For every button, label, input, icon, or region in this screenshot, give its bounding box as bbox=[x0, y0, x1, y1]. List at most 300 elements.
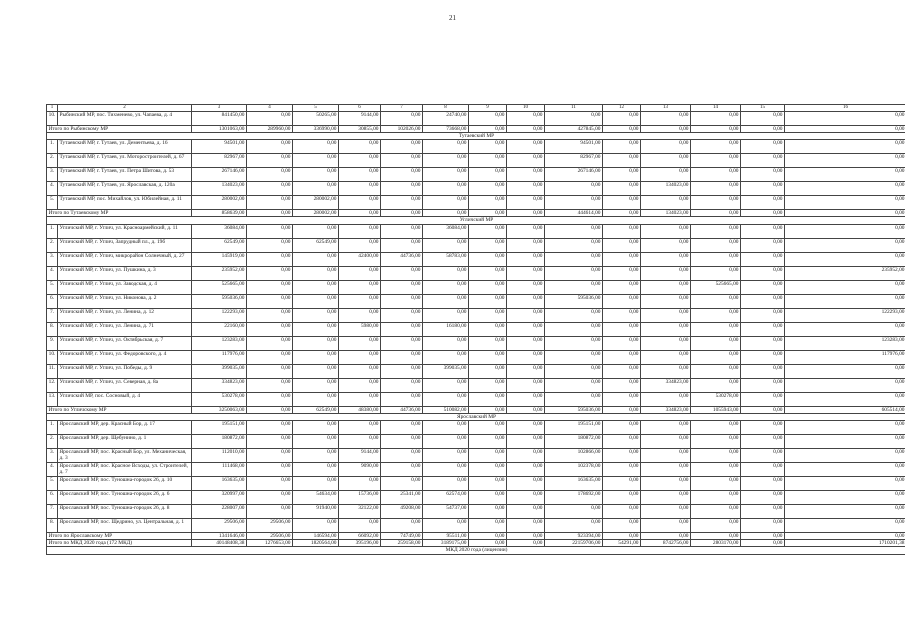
total-value-cell: 0,00 bbox=[785, 532, 905, 539]
cost-value-cell: 0,00 bbox=[641, 350, 691, 364]
cost-value-cell: 0,00 bbox=[247, 238, 293, 252]
cost-value-cell: 0,00 bbox=[741, 448, 785, 462]
cost-value-cell: 0,00 bbox=[603, 448, 641, 462]
cost-value-cell: 0,00 bbox=[641, 111, 691, 125]
cost-value-cell: 134023,00 bbox=[192, 182, 247, 196]
total-row bbox=[47, 540, 905, 547]
cost-value-cell: 0,00 bbox=[247, 420, 293, 434]
building-row bbox=[47, 182, 905, 196]
cost-value-cell: 0,00 bbox=[293, 518, 339, 532]
cost-value-cell: 42400,00 bbox=[339, 252, 381, 266]
cost-value-cell: 0,00 bbox=[603, 392, 641, 406]
total-value-cell: 0,00 bbox=[603, 532, 641, 539]
cost-value-cell: 0,00 bbox=[381, 196, 423, 210]
total-value-cell: 334823,00 bbox=[641, 406, 691, 413]
total-label: Итого по Рыбинскому МР bbox=[47, 125, 192, 132]
cost-value-cell: 0,00 bbox=[247, 462, 293, 476]
cost-value-cell: 0,00 bbox=[507, 294, 545, 308]
cost-value-cell: 0,00 bbox=[339, 224, 381, 238]
cost-value-cell: 0,00 bbox=[603, 266, 641, 280]
cost-value-cell: 0,00 bbox=[293, 224, 339, 238]
cost-value-cell: 0,00 bbox=[691, 308, 741, 322]
cost-value-cell: 0,00 bbox=[785, 196, 905, 210]
cost-value-cell: 0,00 bbox=[293, 140, 339, 154]
building-row bbox=[47, 168, 905, 182]
total-value-cell: 0,00 bbox=[507, 125, 545, 132]
row-number: 11. bbox=[47, 364, 58, 378]
cost-value-cell: 0,00 bbox=[339, 434, 381, 448]
cost-value-cell: 0,00 bbox=[507, 490, 545, 504]
cost-value-cell: 0,00 bbox=[785, 420, 905, 434]
building-row bbox=[47, 336, 905, 350]
cost-value-cell: 0,00 bbox=[785, 168, 905, 182]
cost-value-cell: 0,00 bbox=[507, 448, 545, 462]
building-address: Тутаевский МР, г. Тутаев, ул. Ярославская, д. 120а bbox=[58, 182, 192, 196]
cost-value-cell: 0,00 bbox=[469, 252, 507, 266]
building-address: Угличский МР, г. Углич, ул. Пушкина, д. 3 bbox=[58, 266, 192, 280]
cost-value-cell: 0,00 bbox=[469, 336, 507, 350]
total-value-cell: 0,00 bbox=[507, 532, 545, 539]
cost-value-cell: 0,00 bbox=[507, 280, 545, 294]
column-number-cell: 4 bbox=[247, 105, 293, 112]
building-address: Тутаевский МР, г. Тутаев, ул. Петра Шитова, д. 53 bbox=[58, 168, 192, 182]
building-address: Ярославский МР, пос. Красное Всходы, ул. Строителей, д. 7 bbox=[58, 462, 192, 476]
cost-value-cell: 525665,00 bbox=[192, 280, 247, 294]
cost-value-cell: 0,00 bbox=[507, 392, 545, 406]
cost-value-cell: 62549,00 bbox=[192, 238, 247, 252]
total-value-cell: 0,00 bbox=[469, 125, 507, 132]
cost-value-cell: 0,00 bbox=[381, 518, 423, 532]
total-value-cell: 0,00 bbox=[507, 406, 545, 413]
cost-value-cell: 0,00 bbox=[507, 518, 545, 532]
cost-value-cell: 0,00 bbox=[741, 336, 785, 350]
cost-value-cell: 399035,00 bbox=[423, 364, 469, 378]
cost-value-cell: 0,00 bbox=[293, 252, 339, 266]
cost-value-cell: 9144,00 bbox=[339, 111, 381, 125]
cost-value-cell: 0,00 bbox=[247, 378, 293, 392]
cost-value-cell: 0,00 bbox=[247, 308, 293, 322]
row-number: 6. bbox=[47, 294, 58, 308]
cost-value-cell: 0,00 bbox=[469, 168, 507, 182]
cost-value-cell: 0,00 bbox=[469, 378, 507, 392]
cost-value-cell: 102866,00 bbox=[545, 448, 603, 462]
cost-value-cell: 0,00 bbox=[691, 252, 741, 266]
cost-value-cell: 145919,00 bbox=[192, 252, 247, 266]
cost-value-cell: 0,00 bbox=[339, 518, 381, 532]
cost-value-cell: 0,00 bbox=[641, 504, 691, 518]
cost-value-cell: 0,00 bbox=[545, 238, 603, 252]
total-value-cell: 102026,00 bbox=[381, 125, 423, 132]
total-value-cell: 0,00 bbox=[641, 532, 691, 539]
total-row bbox=[47, 532, 905, 539]
cost-value-cell: 0,00 bbox=[293, 168, 339, 182]
building-address: Угличский МР, г. Углич, ул. Ленина, д. 12 bbox=[58, 308, 192, 322]
building-row bbox=[47, 308, 905, 322]
row-number: 8. bbox=[47, 322, 58, 336]
cost-value-cell: 0,00 bbox=[339, 266, 381, 280]
cost-value-cell: 0,00 bbox=[603, 196, 641, 210]
cost-value-cell: 0,00 bbox=[381, 266, 423, 280]
cost-value-cell: 0,00 bbox=[247, 111, 293, 125]
total-value-cell: 44736,00 bbox=[381, 406, 423, 413]
building-row bbox=[47, 252, 905, 266]
cost-value-cell: 0,00 bbox=[545, 252, 603, 266]
cost-value-cell: 0,00 bbox=[339, 168, 381, 182]
cost-value-cell: 134023,00 bbox=[641, 182, 691, 196]
cost-value-cell: 0,00 bbox=[741, 322, 785, 336]
building-address: Угличский МР, г. Углич, ул. Никонова, д. 2 bbox=[58, 294, 192, 308]
cost-value-cell: 0,00 bbox=[381, 224, 423, 238]
cost-value-cell: 0,00 bbox=[545, 518, 603, 532]
building-row bbox=[47, 294, 905, 308]
total-value-cell: 30855,00 bbox=[339, 125, 381, 132]
total-value-cell: 1341646,00 bbox=[192, 532, 247, 539]
cost-value-cell: 267146,00 bbox=[192, 168, 247, 182]
cost-value-cell: 25341,00 bbox=[381, 490, 423, 504]
cost-value-cell: 0,00 bbox=[741, 111, 785, 125]
total-value-cell: 29506,00 bbox=[247, 532, 293, 539]
building-address: Тутаевский МР, пос. Михайлов, ул. Юбилейная, д. 11 bbox=[58, 196, 192, 210]
total-value-cell: 595036,00 bbox=[545, 406, 603, 413]
cost-value-cell: 0,00 bbox=[247, 448, 293, 462]
cost-value-cell: 0,00 bbox=[247, 490, 293, 504]
cost-value-cell: 22160,00 bbox=[192, 322, 247, 336]
row-number: 4. bbox=[47, 182, 58, 196]
cost-value-cell: 0,00 bbox=[469, 266, 507, 280]
building-address: Угличский МР, г. Углич, ул. Федоровского, д. 4 bbox=[58, 350, 192, 364]
total-value-cell: 0,00 bbox=[741, 532, 785, 539]
total-value-cell: 2803170,00 bbox=[691, 540, 741, 547]
cost-value-cell: 0,00 bbox=[545, 378, 603, 392]
cost-value-cell: 0,00 bbox=[785, 518, 905, 532]
cost-value-cell: 102378,00 bbox=[545, 462, 603, 476]
cost-value-cell: 0,00 bbox=[603, 294, 641, 308]
cost-value-cell: 0,00 bbox=[423, 154, 469, 168]
cost-value-cell: 0,00 bbox=[641, 462, 691, 476]
cost-value-cell: 0,00 bbox=[641, 196, 691, 210]
cost-value-cell: 0,00 bbox=[691, 182, 741, 196]
cost-value-cell: 0,00 bbox=[545, 196, 603, 210]
cost-value-cell: 0,00 bbox=[423, 182, 469, 196]
row-number: 5. bbox=[47, 280, 58, 294]
cost-value-cell: 0,00 bbox=[603, 238, 641, 252]
cost-value-cell: 0,00 bbox=[423, 378, 469, 392]
row-number: 3. bbox=[47, 168, 58, 182]
cost-value-cell: 0,00 bbox=[641, 238, 691, 252]
cost-value-cell: 0,00 bbox=[247, 294, 293, 308]
total-value-cell: 0,00 bbox=[247, 406, 293, 413]
total-value-cell: 54291,00 bbox=[603, 540, 641, 547]
building-address: Ярославский МР, пос. Щедрино, ул. Центральная, д. 1 bbox=[58, 518, 192, 532]
cost-value-cell: 595036,00 bbox=[545, 294, 603, 308]
row-number: 10. bbox=[47, 111, 58, 125]
cost-value-cell: 0,00 bbox=[423, 350, 469, 364]
cost-value-cell: 62549,00 bbox=[293, 238, 339, 252]
total-value-cell: 0,00 bbox=[641, 125, 691, 132]
district-section-row bbox=[47, 132, 905, 139]
cost-value-cell: 280002,00 bbox=[293, 196, 339, 210]
cost-value-cell: 0,00 bbox=[691, 364, 741, 378]
cost-value-cell: 0,00 bbox=[381, 154, 423, 168]
cost-value-cell: 0,00 bbox=[293, 154, 339, 168]
cost-value-cell: 5980,00 bbox=[339, 322, 381, 336]
building-row bbox=[47, 518, 905, 532]
cost-value-cell: 0,00 bbox=[545, 504, 603, 518]
total-value-cell: 0,00 bbox=[469, 540, 507, 547]
building-row bbox=[47, 490, 905, 504]
cost-value-cell: 0,00 bbox=[247, 392, 293, 406]
cost-value-cell: 0,00 bbox=[381, 434, 423, 448]
building-row bbox=[47, 420, 905, 434]
cost-value-cell: 0,00 bbox=[339, 336, 381, 350]
cost-value-cell: 0,00 bbox=[247, 504, 293, 518]
cost-value-cell: 0,00 bbox=[603, 504, 641, 518]
cost-value-cell: 0,00 bbox=[293, 420, 339, 434]
cost-value-cell: 0,00 bbox=[507, 238, 545, 252]
cost-value-cell: 0,00 bbox=[741, 266, 785, 280]
building-address: Угличский МР, г. Углич, ул. Заводская, д. 4 bbox=[58, 280, 192, 294]
cost-value-cell: 0,00 bbox=[247, 196, 293, 210]
cost-value-cell: 0,00 bbox=[339, 378, 381, 392]
cost-value-cell: 0,00 bbox=[603, 308, 641, 322]
cost-value-cell: 29506,00 bbox=[192, 518, 247, 532]
building-address: Угличский МР, г. Углич, ул. Октябрьская, д. 7 bbox=[58, 336, 192, 350]
building-address: Тутаевский МР, г. Тутаев, ул. Моторостроителей, д. 67 bbox=[58, 154, 192, 168]
total-row bbox=[47, 406, 905, 413]
total-value-cell: 1055943,00 bbox=[691, 406, 741, 413]
cost-value-cell: 0,00 bbox=[741, 182, 785, 196]
cost-value-cell: 0,00 bbox=[603, 518, 641, 532]
cost-value-cell: 0,00 bbox=[507, 434, 545, 448]
cost-value-cell: 0,00 bbox=[469, 504, 507, 518]
total-value-cell: 8742756,00 bbox=[641, 540, 691, 547]
cost-value-cell: 0,00 bbox=[641, 434, 691, 448]
cost-value-cell: 0,00 bbox=[381, 238, 423, 252]
cost-value-cell: 0,00 bbox=[469, 350, 507, 364]
cost-value-cell: 0,00 bbox=[507, 322, 545, 336]
building-address: Угличский МР, пос. Сосновый, д. 4 bbox=[58, 392, 192, 406]
capital-repair-table-container bbox=[46, 104, 905, 555]
cost-value-cell: 0,00 bbox=[423, 140, 469, 154]
cost-value-cell: 595036,00 bbox=[192, 294, 247, 308]
row-number: 12. bbox=[47, 378, 58, 392]
cost-value-cell: 0,00 bbox=[603, 182, 641, 196]
total-value-cell: 0,00 bbox=[741, 210, 785, 217]
cost-value-cell: 82967,00 bbox=[192, 154, 247, 168]
building-row bbox=[47, 111, 905, 125]
cost-value-cell: 0,00 bbox=[785, 490, 905, 504]
cost-value-cell: 0,00 bbox=[293, 448, 339, 462]
cost-value-cell: 0,00 bbox=[641, 420, 691, 434]
cost-value-cell: 163635,00 bbox=[192, 476, 247, 490]
cost-value-cell: 235952,00 bbox=[192, 266, 247, 280]
row-number: 5. bbox=[47, 476, 58, 490]
cost-value-cell: 0,00 bbox=[741, 392, 785, 406]
total-value-cell: 1276653,00 bbox=[247, 540, 293, 547]
total-value-cell: 0,00 bbox=[785, 125, 905, 132]
cost-value-cell: 50265,00 bbox=[293, 111, 339, 125]
cost-value-cell: 0,00 bbox=[507, 350, 545, 364]
cost-value-cell: 0,00 bbox=[741, 434, 785, 448]
cost-value-cell: 0,00 bbox=[381, 448, 423, 462]
cost-value-cell: 0,00 bbox=[741, 168, 785, 182]
cost-value-cell: 334823,00 bbox=[641, 378, 691, 392]
total-value-cell: 1710201,38 bbox=[785, 540, 905, 547]
cost-value-cell: 0,00 bbox=[507, 504, 545, 518]
cost-value-cell: 0,00 bbox=[641, 476, 691, 490]
cost-value-cell: 0,00 bbox=[603, 140, 641, 154]
cost-value-cell: 0,00 bbox=[785, 476, 905, 490]
cost-value-cell: 0,00 bbox=[741, 518, 785, 532]
cost-value-cell: 0,00 bbox=[293, 462, 339, 476]
cost-value-cell: 0,00 bbox=[641, 168, 691, 182]
cost-value-cell: 0,00 bbox=[641, 280, 691, 294]
cost-value-cell: 0,00 bbox=[469, 364, 507, 378]
cost-value-cell: 0,00 bbox=[641, 490, 691, 504]
total-label: Итого по МКД 2020 года (172 МКД) bbox=[47, 540, 192, 547]
cost-value-cell: 44736,00 bbox=[381, 252, 423, 266]
cost-value-cell: 0,00 bbox=[469, 518, 507, 532]
building-row bbox=[47, 350, 905, 364]
cost-value-cell: 0,00 bbox=[785, 448, 905, 462]
cost-value-cell: 0,00 bbox=[381, 462, 423, 476]
cost-value-cell: 0,00 bbox=[603, 280, 641, 294]
cost-value-cell: 0,00 bbox=[691, 420, 741, 434]
cost-value-cell: 0,00 bbox=[785, 224, 905, 238]
row-number: 3. bbox=[47, 252, 58, 266]
cost-value-cell: 0,00 bbox=[469, 182, 507, 196]
cost-value-cell: 0,00 bbox=[507, 168, 545, 182]
cost-value-cell: 0,00 bbox=[785, 252, 905, 266]
cost-value-cell: 0,00 bbox=[691, 238, 741, 252]
building-row bbox=[47, 448, 905, 462]
building-row bbox=[47, 322, 905, 336]
cost-value-cell: 0,00 bbox=[381, 420, 423, 434]
cost-value-cell: 0,00 bbox=[785, 140, 905, 154]
cost-value-cell: 0,00 bbox=[423, 266, 469, 280]
cost-value-cell: 163635,00 bbox=[545, 476, 603, 490]
building-address: Угличский МР, г. Углич, ул. Ленина, д. 71 bbox=[58, 322, 192, 336]
total-label: Итого по Ярославскому МР bbox=[47, 532, 192, 539]
cost-value-cell: 0,00 bbox=[785, 462, 905, 476]
row-number: 6. bbox=[47, 490, 58, 504]
cost-value-cell: 0,00 bbox=[293, 294, 339, 308]
total-value-cell: 0,00 bbox=[603, 125, 641, 132]
building-row bbox=[47, 476, 905, 490]
cost-value-cell: 0,00 bbox=[293, 434, 339, 448]
column-number-cell: 1 bbox=[47, 105, 58, 112]
cost-value-cell: 0,00 bbox=[469, 448, 507, 462]
cost-value-cell: 0,00 bbox=[339, 294, 381, 308]
cost-value-cell: 0,00 bbox=[741, 308, 785, 322]
cost-value-cell: 0,00 bbox=[603, 420, 641, 434]
cost-value-cell: 0,00 bbox=[381, 182, 423, 196]
cost-value-cell: 0,00 bbox=[691, 378, 741, 392]
total-value-cell: 1820564,00 bbox=[293, 540, 339, 547]
cost-value-cell: 0,00 bbox=[641, 448, 691, 462]
cost-value-cell: 0,00 bbox=[381, 308, 423, 322]
cost-value-cell: 334823,00 bbox=[192, 378, 247, 392]
column-number-cell: 3 bbox=[192, 105, 247, 112]
total-row bbox=[47, 125, 905, 132]
cost-value-cell: 32122,00 bbox=[339, 504, 381, 518]
cost-value-cell: 0,00 bbox=[423, 448, 469, 462]
cost-value-cell: 29506,00 bbox=[247, 518, 293, 532]
total-value-cell: 395196,00 bbox=[339, 540, 381, 547]
cost-value-cell: 123283,00 bbox=[785, 336, 905, 350]
cost-value-cell: 0,00 bbox=[423, 280, 469, 294]
row-number: 1. bbox=[47, 140, 58, 154]
cost-value-cell: 0,00 bbox=[741, 350, 785, 364]
cost-value-cell: 0,00 bbox=[545, 224, 603, 238]
row-number: 1. bbox=[47, 224, 58, 238]
building-row bbox=[47, 238, 905, 252]
cost-value-cell: 0,00 bbox=[469, 434, 507, 448]
building-address: Ярославский МР, пос. Красный Бор, ул. Механическая, д. 3 bbox=[58, 448, 192, 462]
cost-value-cell: 0,00 bbox=[339, 350, 381, 364]
cost-value-cell: 0,00 bbox=[691, 476, 741, 490]
cost-value-cell: 16180,00 bbox=[423, 322, 469, 336]
total-value-cell: 3250063,00 bbox=[192, 406, 247, 413]
cost-value-cell: 112010,00 bbox=[192, 448, 247, 462]
total-value-cell: 0,00 bbox=[603, 406, 641, 413]
cost-value-cell: 0,00 bbox=[507, 266, 545, 280]
cost-value-cell: 0,00 bbox=[785, 280, 905, 294]
row-number: 7. bbox=[47, 308, 58, 322]
column-number-cell: 16 bbox=[785, 105, 905, 112]
cost-value-cell: 0,00 bbox=[603, 434, 641, 448]
total-value-cell: 48380,00 bbox=[339, 406, 381, 413]
cost-value-cell: 0,00 bbox=[741, 504, 785, 518]
cost-value-cell: 0,00 bbox=[545, 364, 603, 378]
building-address: Угличский МР, г. Углич, ул. Красноармейский, д. 11 bbox=[58, 224, 192, 238]
cost-value-cell: 0,00 bbox=[641, 266, 691, 280]
total-value-cell: 0,00 bbox=[381, 210, 423, 217]
total-value-cell: 0,00 bbox=[741, 406, 785, 413]
cost-value-cell: 117976,00 bbox=[785, 350, 905, 364]
cost-value-cell: 0,00 bbox=[247, 140, 293, 154]
cost-value-cell: 0,00 bbox=[691, 266, 741, 280]
cost-value-cell: 0,00 bbox=[603, 322, 641, 336]
cost-value-cell: 0,00 bbox=[339, 182, 381, 196]
cost-value-cell: 0,00 bbox=[293, 336, 339, 350]
cost-value-cell: 122293,00 bbox=[785, 308, 905, 322]
cost-value-cell: 0,00 bbox=[293, 280, 339, 294]
cost-value-cell: 0,00 bbox=[507, 111, 545, 125]
cost-value-cell: 0,00 bbox=[741, 224, 785, 238]
cost-value-cell: 117976,00 bbox=[192, 350, 247, 364]
building-row bbox=[47, 224, 905, 238]
total-value-cell: 0,00 bbox=[423, 210, 469, 217]
cost-value-cell: 267146,00 bbox=[545, 168, 603, 182]
cost-value-cell: 0,00 bbox=[741, 294, 785, 308]
cost-value-cell: 0,00 bbox=[507, 196, 545, 210]
cost-value-cell: 0,00 bbox=[423, 308, 469, 322]
cost-value-cell: 0,00 bbox=[741, 476, 785, 490]
cost-value-cell: 0,00 bbox=[381, 336, 423, 350]
total-value-cell: 510082,00 bbox=[423, 406, 469, 413]
cost-value-cell: 0,00 bbox=[545, 280, 603, 294]
cost-value-cell: 36084,00 bbox=[423, 224, 469, 238]
cost-value-cell: 0,00 bbox=[545, 322, 603, 336]
cost-value-cell: 0,00 bbox=[381, 111, 423, 125]
building-address: Угличский МР, г. Углич, ул. Северная, д. 8а bbox=[58, 378, 192, 392]
cost-value-cell: 0,00 bbox=[381, 476, 423, 490]
cost-value-cell: 0,00 bbox=[641, 308, 691, 322]
cost-value-cell: 0,00 bbox=[507, 420, 545, 434]
cost-value-cell: 0,00 bbox=[691, 322, 741, 336]
cost-value-cell: 0,00 bbox=[691, 518, 741, 532]
